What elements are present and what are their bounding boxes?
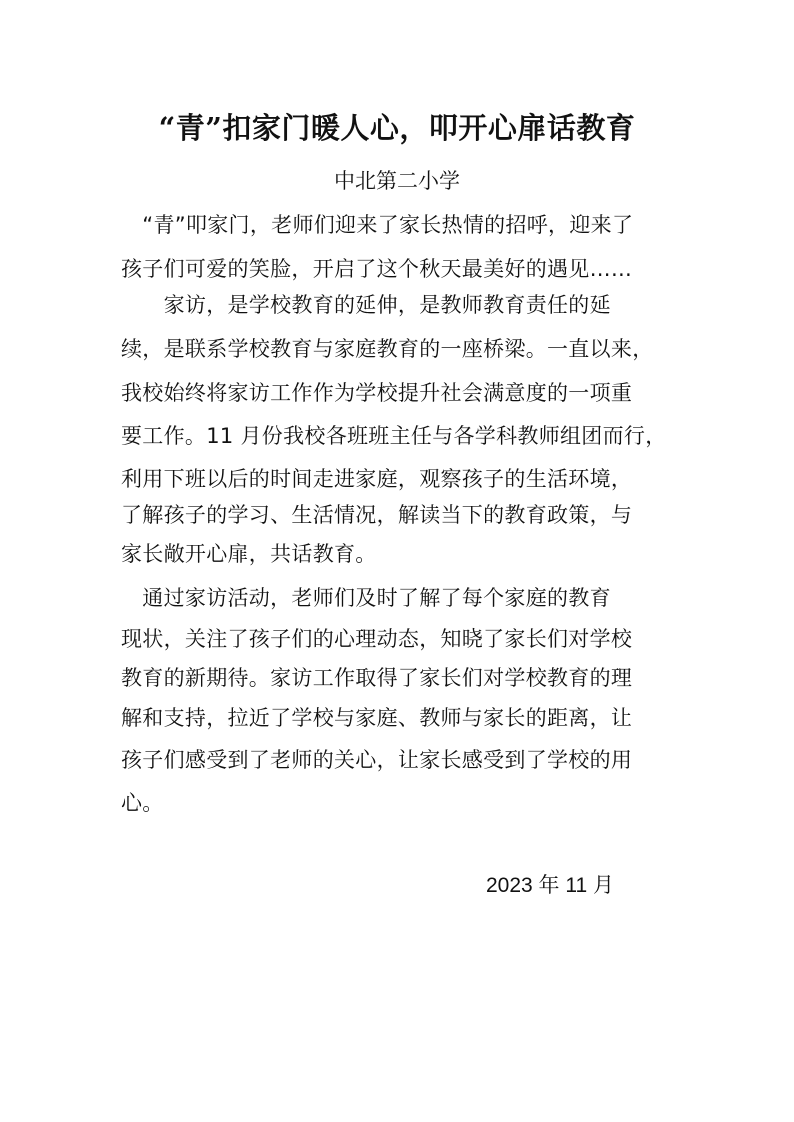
body-line: 通过家访活动，老师们及时了解了每个家庭的教育 xyxy=(121,586,611,610)
body-line: 孩子们可爱的笑脸，开启了这个秋天最美好的遇见…… xyxy=(121,257,633,281)
document-date: 2023 年 11 月 xyxy=(486,874,615,897)
author-line: 中北第二小学 xyxy=(334,169,460,193)
body-line: “青”叩家门，老师们迎来了家长热情的招呼，迎来了 xyxy=(121,213,634,237)
body-line: 利用下班以后的时间走进家庭，观察孩子的生活环境， xyxy=(121,467,633,491)
body-line: 教育的新期待。家访工作取得了家长们对学校教育的理 xyxy=(121,666,633,690)
body-line: 家访，是学校教育的延伸，是教师教育责任的延 xyxy=(121,293,611,317)
body-line: 孩子们感受到了老师的关心，让家长感受到了学校的用 xyxy=(121,748,633,772)
body-line: 家长敞开心扉，共话教育。 xyxy=(121,542,377,566)
document-title: “青”扣家门暖人心，叩开心扉话教育 xyxy=(158,111,636,145)
body-line: 我校始终将家访工作作为学校提升社会满意度的一项重 xyxy=(121,381,633,405)
body-line: 续，是联系学校教育与家庭教育的一座桥梁。一直以来， xyxy=(121,337,654,361)
body-line: 要工作。11 月份我校各班班主任与各学科教师组团而行， xyxy=(121,424,667,448)
body-line: 心。 xyxy=(121,791,164,815)
body-line: 现状，关注了孩子们的心理动态，知晓了家长们对学校 xyxy=(121,627,633,651)
body-line: 解和支持，拉近了学校与家庭、教师与家长的距离，让 xyxy=(121,706,633,730)
body-line: 了解孩子的学习、生活情况，解读当下的教育政策，与 xyxy=(121,503,633,527)
